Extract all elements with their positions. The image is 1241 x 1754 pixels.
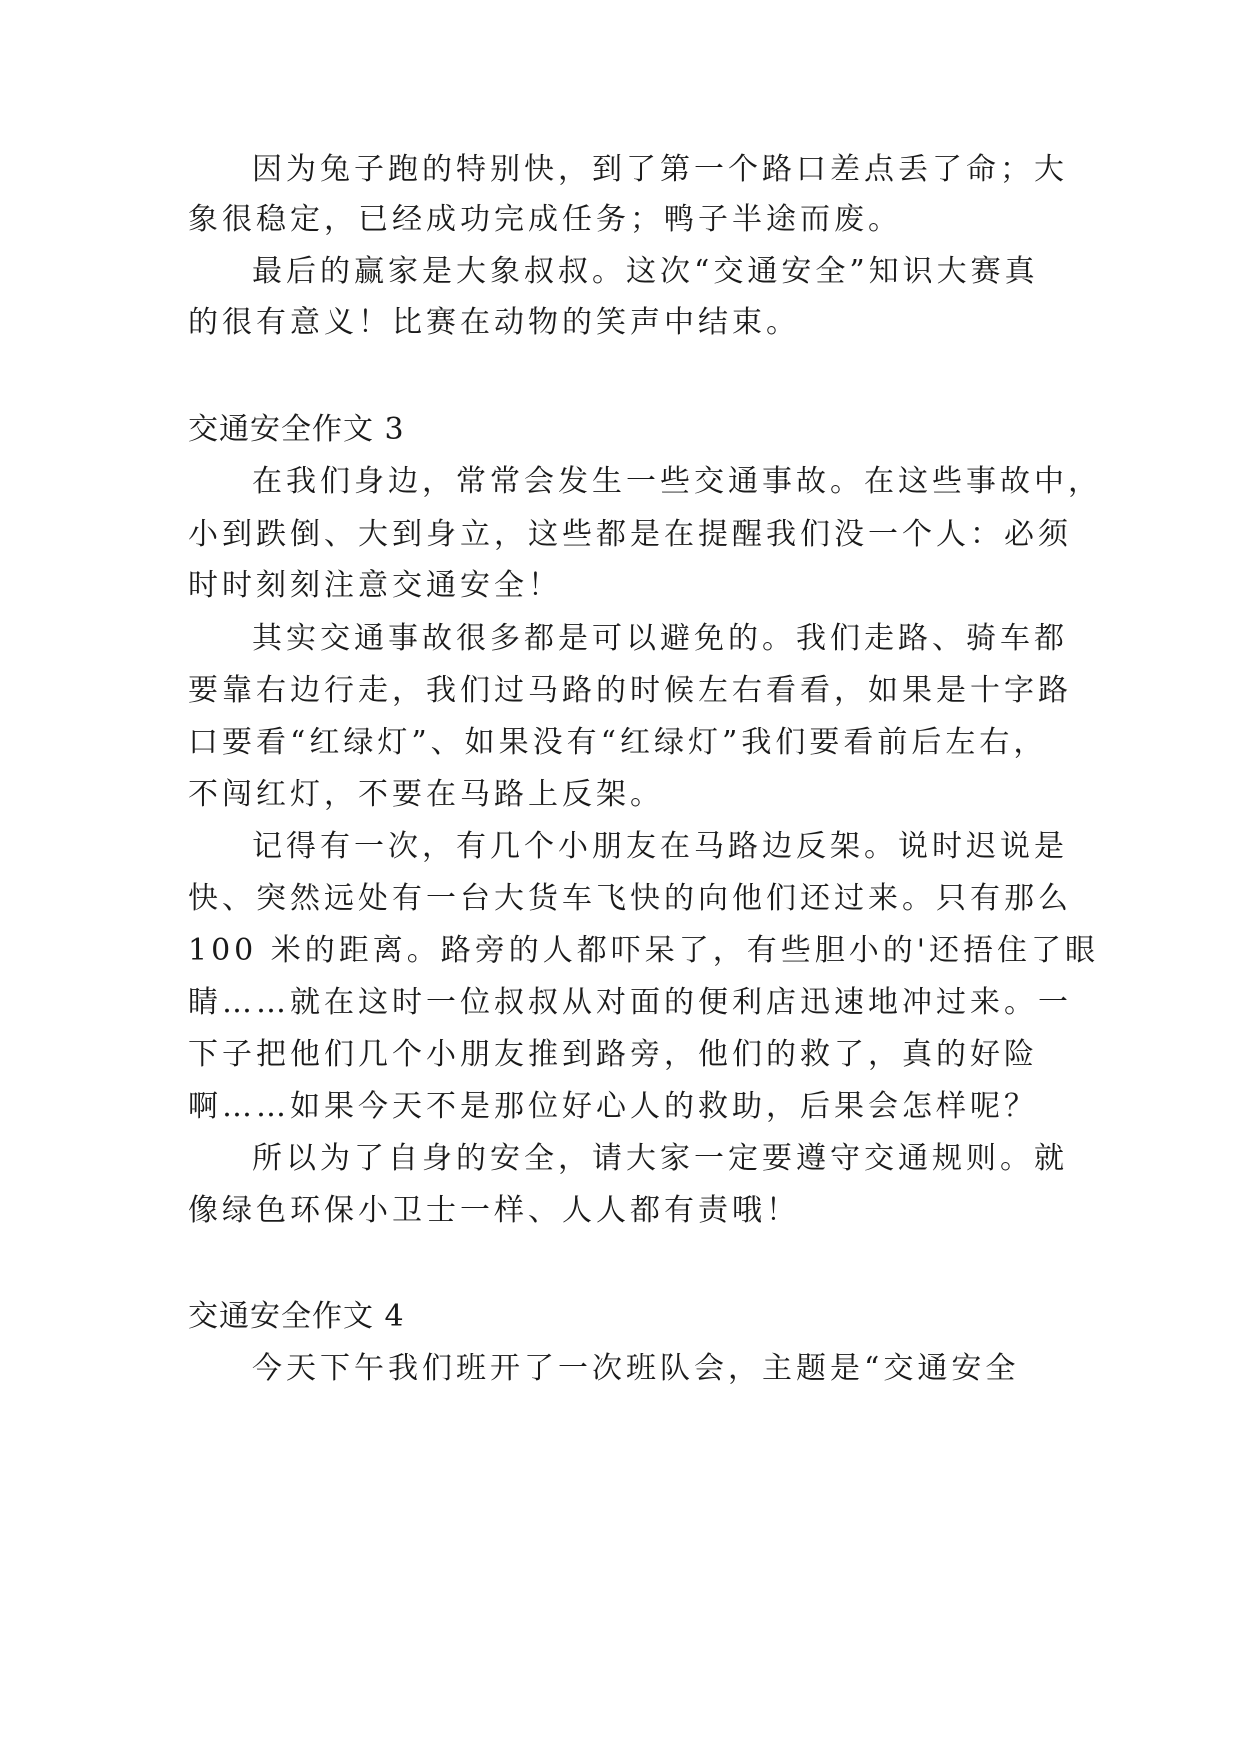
- section-heading: 交通安全作文 4: [188, 1299, 405, 1334]
- paragraph-line: 像绿色环保小卫士一样、人人都有责哦！: [188, 1193, 800, 1228]
- paragraph-line: 快、突然远处有一台大货车飞快的向他们还过来。只有那么: [188, 881, 1072, 916]
- paragraph-line: 其实交通事故很多都是可以避免的。我们走路、骑车都: [252, 621, 1068, 656]
- paragraph-line: 睛……就在这时一位叔叔从对面的便利店迅速地冲过来。一: [188, 985, 1072, 1020]
- paragraph-line: 所以为了自身的安全，请大家一定要遵守交通规则。就: [252, 1141, 1068, 1176]
- paragraph-line: 下子把他们几个小朋友推到路旁，他们的救了，真的好险: [188, 1037, 1038, 1072]
- paragraph-line: 记得有一次，有几个小朋友在马路边反架。说时迟说是: [252, 829, 1068, 864]
- paragraph-line: 今天下午我们班开了一次班队会，主题是“交通安全: [252, 1351, 1020, 1386]
- paragraph-line: 口要看“红绿灯”、如果没有“红绿灯”我们要看前后左右，: [188, 725, 1048, 760]
- paragraph-line: 啊……如果今天不是那位好心人的救助，后果会怎样呢？: [188, 1089, 1038, 1124]
- paragraph-line: 要靠右边行走，我们过马路的时候左右看看，如果是十字路: [188, 673, 1072, 708]
- paragraph-line: 象很稳定，已经成功完成任务；鸭子半途而废。: [188, 202, 902, 237]
- paragraph-line: 最后的赢家是大象叔叔。这次“交通安全”知识大赛真: [252, 254, 1039, 289]
- paragraph-line: 100 米的距离。路旁的人都吓呆了，有些胆小的'还捂住了眼: [188, 933, 1100, 968]
- paragraph-line: 在我们身边，常常会发生一些交通事故。在这些事故中，: [252, 464, 1102, 499]
- paragraph-line: 时时刻刻注意交通安全！: [188, 568, 562, 603]
- paragraph-line: 小到跌倒、大到身立，这些都是在提醒我们没一个人：必须: [188, 517, 1072, 552]
- section-heading: 交通安全作文 3: [188, 412, 405, 447]
- paragraph-line: 不闯红灯，不要在马路上反架。: [188, 777, 664, 812]
- paragraph-line: 的很有意义！比赛在动物的笑声中结束。: [188, 305, 800, 340]
- paragraph-line: 因为兔子跑的特别快，到了第一个路口差点丢了命；大: [252, 152, 1068, 187]
